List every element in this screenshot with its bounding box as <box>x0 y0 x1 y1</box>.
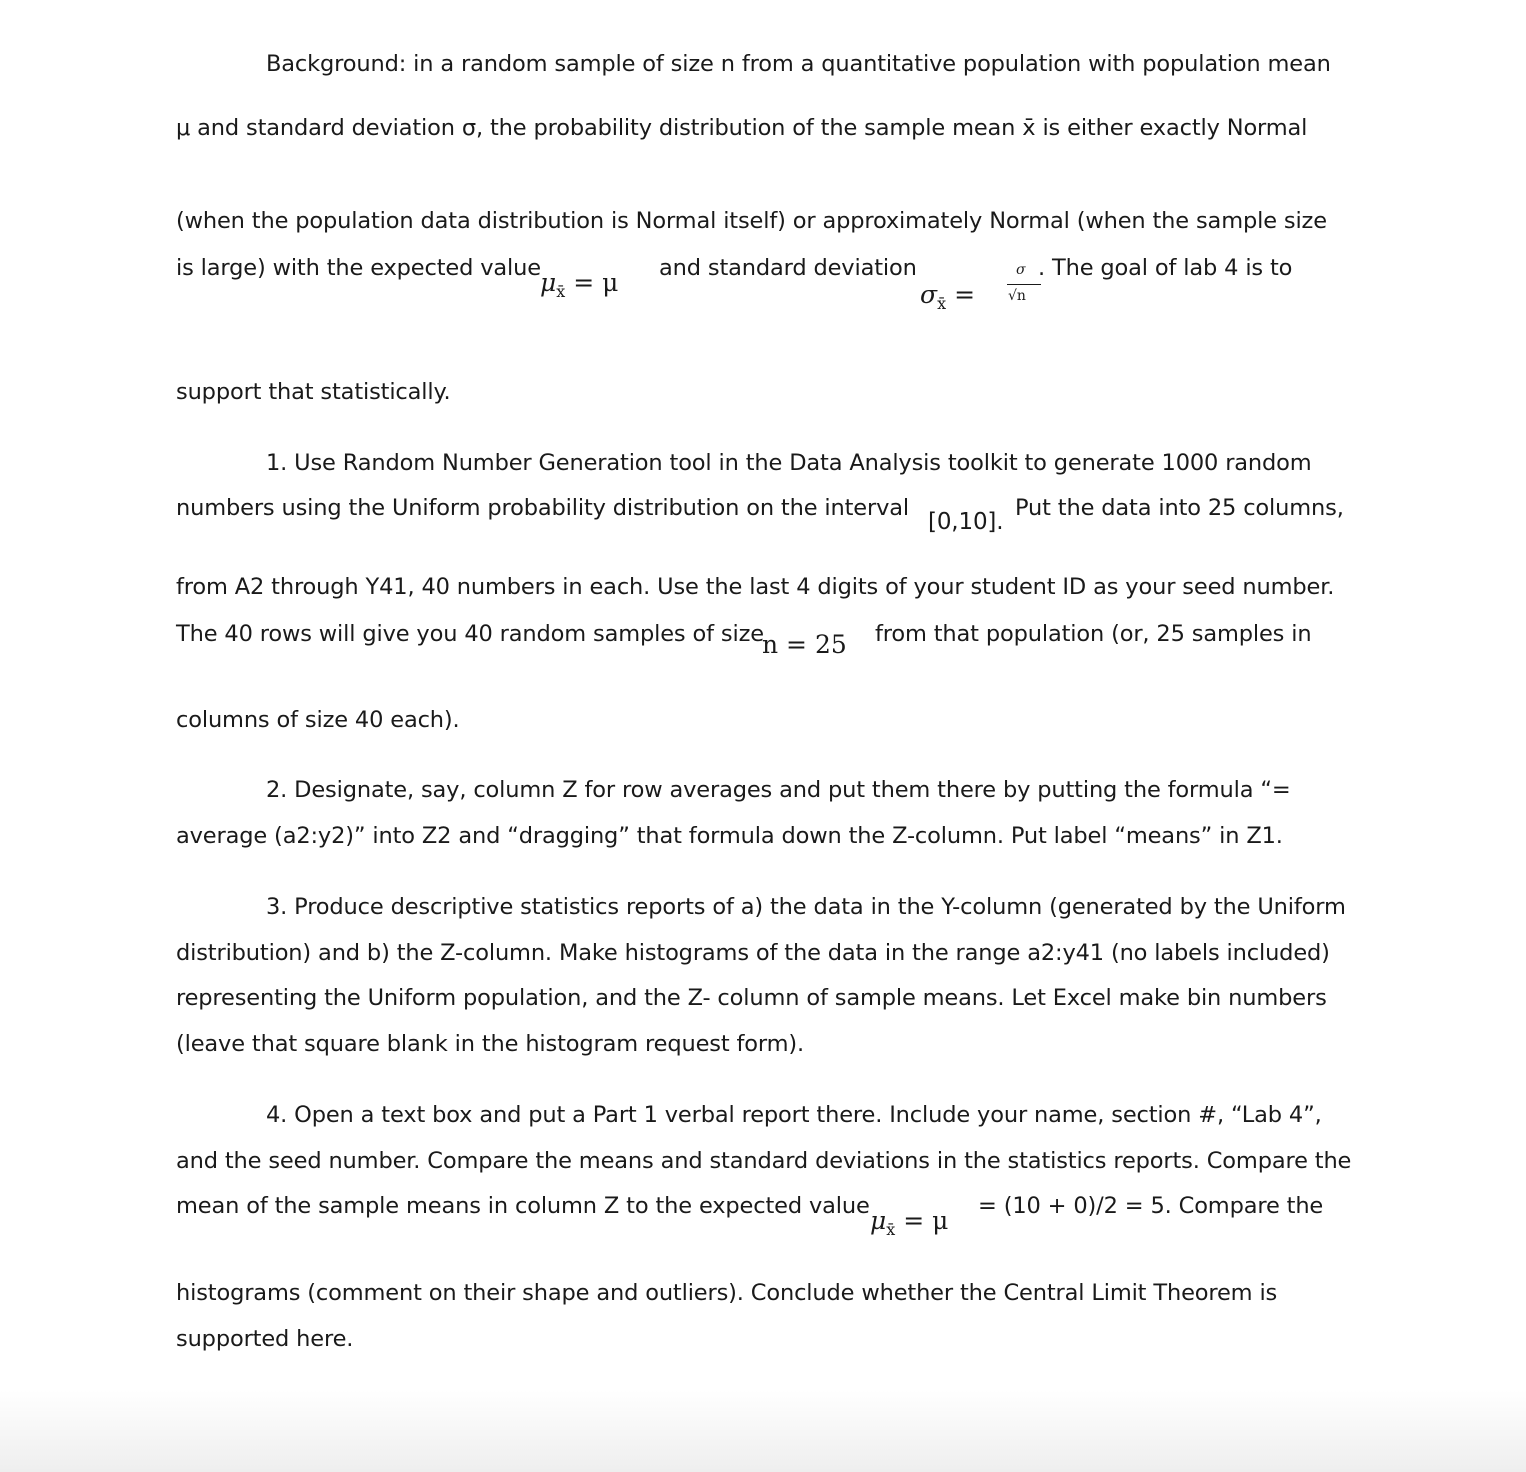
step1-line-5: columns of size 40 each). <box>176 707 460 733</box>
equation-sd-equals: = <box>954 280 976 309</box>
background-line-4b: and standard deviation <box>659 255 917 281</box>
equation-mu: μ <box>540 268 557 297</box>
step1-line-3: from A2 through Y41, 40 numbers in each. Use the last 4 digits of your student ID as your seed number. <box>176 574 1335 600</box>
step4-line-1: 4. Open a text box and put a Part 1 verbal report there. Include your name, section #, “Lab 4”, <box>266 1102 1322 1128</box>
equation-rhs: = μ <box>573 268 619 297</box>
equation2-mu: μ <box>870 1206 887 1235</box>
step2-line-2: average (a2:y2)” into Z2 and “dragging” that formula down the Z-column. Put label “means” in Z1. <box>176 823 1283 849</box>
standard-deviation-equation <box>920 280 975 313</box>
step1-line-1: 1. Use Random Number Generation tool in the Data Analysis toolkit to generate 1000 random <box>266 450 1312 476</box>
fraction-numerator: σ <box>1016 262 1026 278</box>
step4-line-3a: mean of the sample means in column Z to the expected value <box>176 1193 870 1219</box>
fraction-bar <box>1007 284 1041 285</box>
sample-size-text: n = 25 <box>762 630 847 659</box>
background-line-1: Background: in a random sample of size n from a quantitative population with population mean <box>266 51 1331 77</box>
equation2-subscript: x̄ <box>886 1220 896 1239</box>
expected-value-equation-2 <box>870 1206 948 1239</box>
background-line-4a: is large) with the expected value <box>176 255 541 281</box>
step1-line-2b: Put the data into 25 columns, <box>1015 495 1344 521</box>
expected-value-equation <box>540 268 618 301</box>
page-bottom-fade <box>0 1390 1526 1472</box>
step4-line-5: supported here. <box>176 1326 354 1352</box>
step1-line-2a: numbers using the Uniform probability distribution on the interval <box>176 495 909 521</box>
background-line-3: (when the population data distribution is Normal itself) or approximately Normal (when the sample size <box>176 208 1327 234</box>
equation-sigma: σ <box>920 280 938 309</box>
background-line-2: μ and standard deviation σ, the probability distribution of the sample mean x̄ is either exactly Normal <box>176 115 1308 141</box>
step1-line-4a: The 40 rows will give you 40 random samples of size <box>176 621 764 647</box>
equation-sd-subscript: x̄ <box>937 294 947 313</box>
step4-line-3b: = (10 + 0)/2 = 5. Compare the <box>978 1193 1324 1219</box>
equation-subscript: x̄ <box>556 282 566 301</box>
background-line-5: support that statistically. <box>176 379 451 405</box>
step4-line-2: and the seed number. Compare the means and standard deviations in the statistics reports. Compare the <box>176 1148 1352 1174</box>
equation2-rhs: = μ <box>903 1206 949 1235</box>
step1-line-4b: from that population (or, 25 samples in <box>875 621 1312 647</box>
step4-line-4: histograms (comment on their shape and outliers). Conclude whether the Central Limit Theorem is <box>176 1280 1278 1306</box>
step2-line-1: 2. Designate, say, column Z for row averages and put them there by putting the formula “= <box>266 777 1291 803</box>
fraction-denominator: √n <box>1008 288 1026 304</box>
step3-line-3: representing the Uniform population, and the Z- column of sample means. Let Excel make bin numbers <box>176 985 1327 1011</box>
interval-notation: [0,10]. <box>928 509 1004 535</box>
step3-line-1: 3. Produce descriptive statistics reports of a) the data in the Y-column (generated by the Uniform <box>266 894 1346 920</box>
step3-line-4: (leave that square blank in the histogram request form). <box>176 1031 805 1057</box>
sample-size-equation <box>762 630 847 659</box>
step3-line-2: distribution) and b) the Z-column. Make histograms of the data in the range a2:y41 (no labels included) <box>176 940 1330 966</box>
background-line-4c: . The goal of lab 4 is to <box>1038 255 1293 281</box>
